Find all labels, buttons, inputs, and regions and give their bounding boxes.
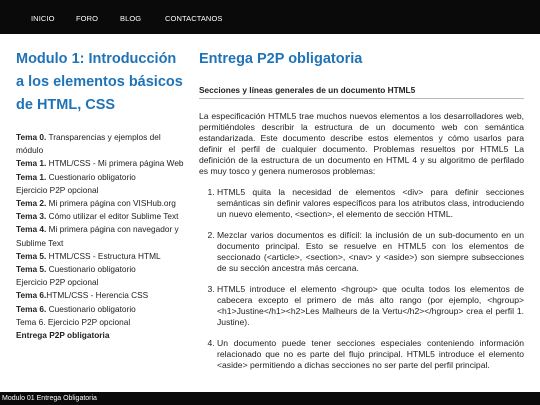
sidebar-item-tema6-css[interactable] <box>16 289 186 302</box>
lesson-list <box>16 131 186 342</box>
sidebar-item-tema1-p2p[interactable] <box>16 184 186 197</box>
list-item: 2. Mezclar varios documentos es difícil: la inclusión de un sub-documento en un documento principal. Esto se resuelve en HTML5 con los elementos de seccionado (<article>, <section>, <nav> y <aside>) son siempre subsecciones de su sección ancestra más cercana. <box>217 230 524 274</box>
top-navigation <box>0 0 540 34</box>
nav-inicio-link[interactable]: INICIO <box>31 14 55 23</box>
lesson-number: Tema 5. <box>16 264 47 275</box>
sidebar-item-tema2[interactable] <box>16 197 186 210</box>
sidebar-item-tema6-quiz[interactable] <box>16 303 186 316</box>
lesson-number: Tema 1. <box>16 171 47 182</box>
lesson-label: Mi primera página con navegador y Sublime Text <box>16 224 179 248</box>
lesson-label: Ejercicio P2P opcional <box>16 277 99 288</box>
nav-foro-link[interactable]: FORO <box>76 14 99 23</box>
lesson-label: Tema 6. Ejercicio P2P opcional <box>16 316 131 327</box>
lesson-number: Tema 1. <box>16 158 47 169</box>
lesson-label: Cómo utilizar el editor Sublime Text <box>46 211 179 222</box>
nav-contactanos-link[interactable]: CONTACTANOS <box>165 14 223 23</box>
sidebar-item-tema1-web[interactable] <box>16 157 186 170</box>
sidebar-item-tema1-quiz[interactable] <box>16 171 186 184</box>
lesson-number: Tema 3. <box>16 211 47 222</box>
list-item: 3. HTML5 introduce el elemento <hgroup> que oculta todos los elementos de cabecera excepto el primero de más alto rango (por ejemplo, <hgroup><h1>Justine</h1><h2>Les Malheurs de la Vertu</h2></hgroup> crea el perfil 1. Justine). <box>217 284 524 328</box>
sidebar-item-entrega-current[interactable] <box>16 329 186 342</box>
lesson-label: Mi primera página con VISHub.org <box>46 198 176 209</box>
lesson-number: Tema 4. <box>16 224 47 235</box>
lesson-number: Tema 2. <box>16 198 47 209</box>
lesson-number: Tema 6. <box>16 303 47 314</box>
list-item: 4. Un documento puede tener secciones especiales conteniendo información relacionado que no es parte del flujo principal. HTML5 introduce el elemento <aside> permitiendo a dichas secciones no ser parte del perfil principal. <box>217 338 524 371</box>
sidebar <box>16 48 186 342</box>
sidebar-item-tema5-p2p[interactable] <box>16 276 186 289</box>
nav-blog-link[interactable]: BLOG <box>120 14 142 23</box>
lesson-label: Ejercicio P2P opcional <box>16 184 99 195</box>
sidebar-item-tema3[interactable] <box>16 210 186 223</box>
lesson-label: HTML/CSS - Herencia CSS <box>46 290 149 301</box>
lesson-number: Tema 5. <box>16 250 47 261</box>
intro-paragraph: La especificación HTML5 trae muchos nuevos elementos a los desarrolladores web, permitiéndoles describir la estructura de un documento web con semántica estandarizada. Este documento describe estos elementos y cómo usarlos para definir el perfil de cualquier documento. Problemas resueltos por HTML5 La definición de la estructura de un documento en HTML 4 y su algoritmo de perfilado es muy tosco y genera numerosos problemas: <box>199 111 524 176</box>
main-content <box>199 48 524 381</box>
lesson-label: HTML/CSS - Estructura HTML <box>46 250 161 261</box>
sidebar-item-tema5-quiz[interactable] <box>16 263 186 276</box>
lesson-label: Cuestionario obligatorio <box>46 171 136 182</box>
lesson-label: Transparencias y ejemplos del módulo <box>16 132 161 156</box>
module-title: Modulo 1: Introducción a los elementos básicos de HTML, CSS <box>16 51 183 113</box>
lesson-number: Tema 6. <box>16 290 47 301</box>
sidebar-item-tema4[interactable] <box>16 223 186 249</box>
sidebar-item-tema0[interactable] <box>16 131 186 157</box>
problems-list <box>199 187 524 371</box>
lesson-label: Cuestionario obligatorio <box>46 303 136 314</box>
sidebar-item-tema6-p2p[interactable] <box>16 316 186 329</box>
lesson-label: HTML/CSS - Mi primera página Web <box>46 158 184 169</box>
list-item: 1. HTML5 quita la necesidad de elementos <div> para definir secciones semánticas sin definir valores específicos para los atributos class, introduciendo un nuevo elemento, <section>, el elemento de sección HTML. <box>217 187 524 220</box>
lesson-number: Tema 0. <box>16 132 47 142</box>
page-title: Entrega P2P obligatoria <box>199 51 363 67</box>
section-heading: Secciones y líneas generales de un documento HTML5 <box>199 85 524 99</box>
lesson-label: Entrega P2P obligatoria <box>16 330 110 341</box>
lesson-label: Cuestionario obligatorio <box>46 264 136 275</box>
sidebar-item-tema5-structure[interactable] <box>16 250 186 263</box>
status-bar: Modulo 01 Entrega Obligatoria <box>0 392 540 405</box>
